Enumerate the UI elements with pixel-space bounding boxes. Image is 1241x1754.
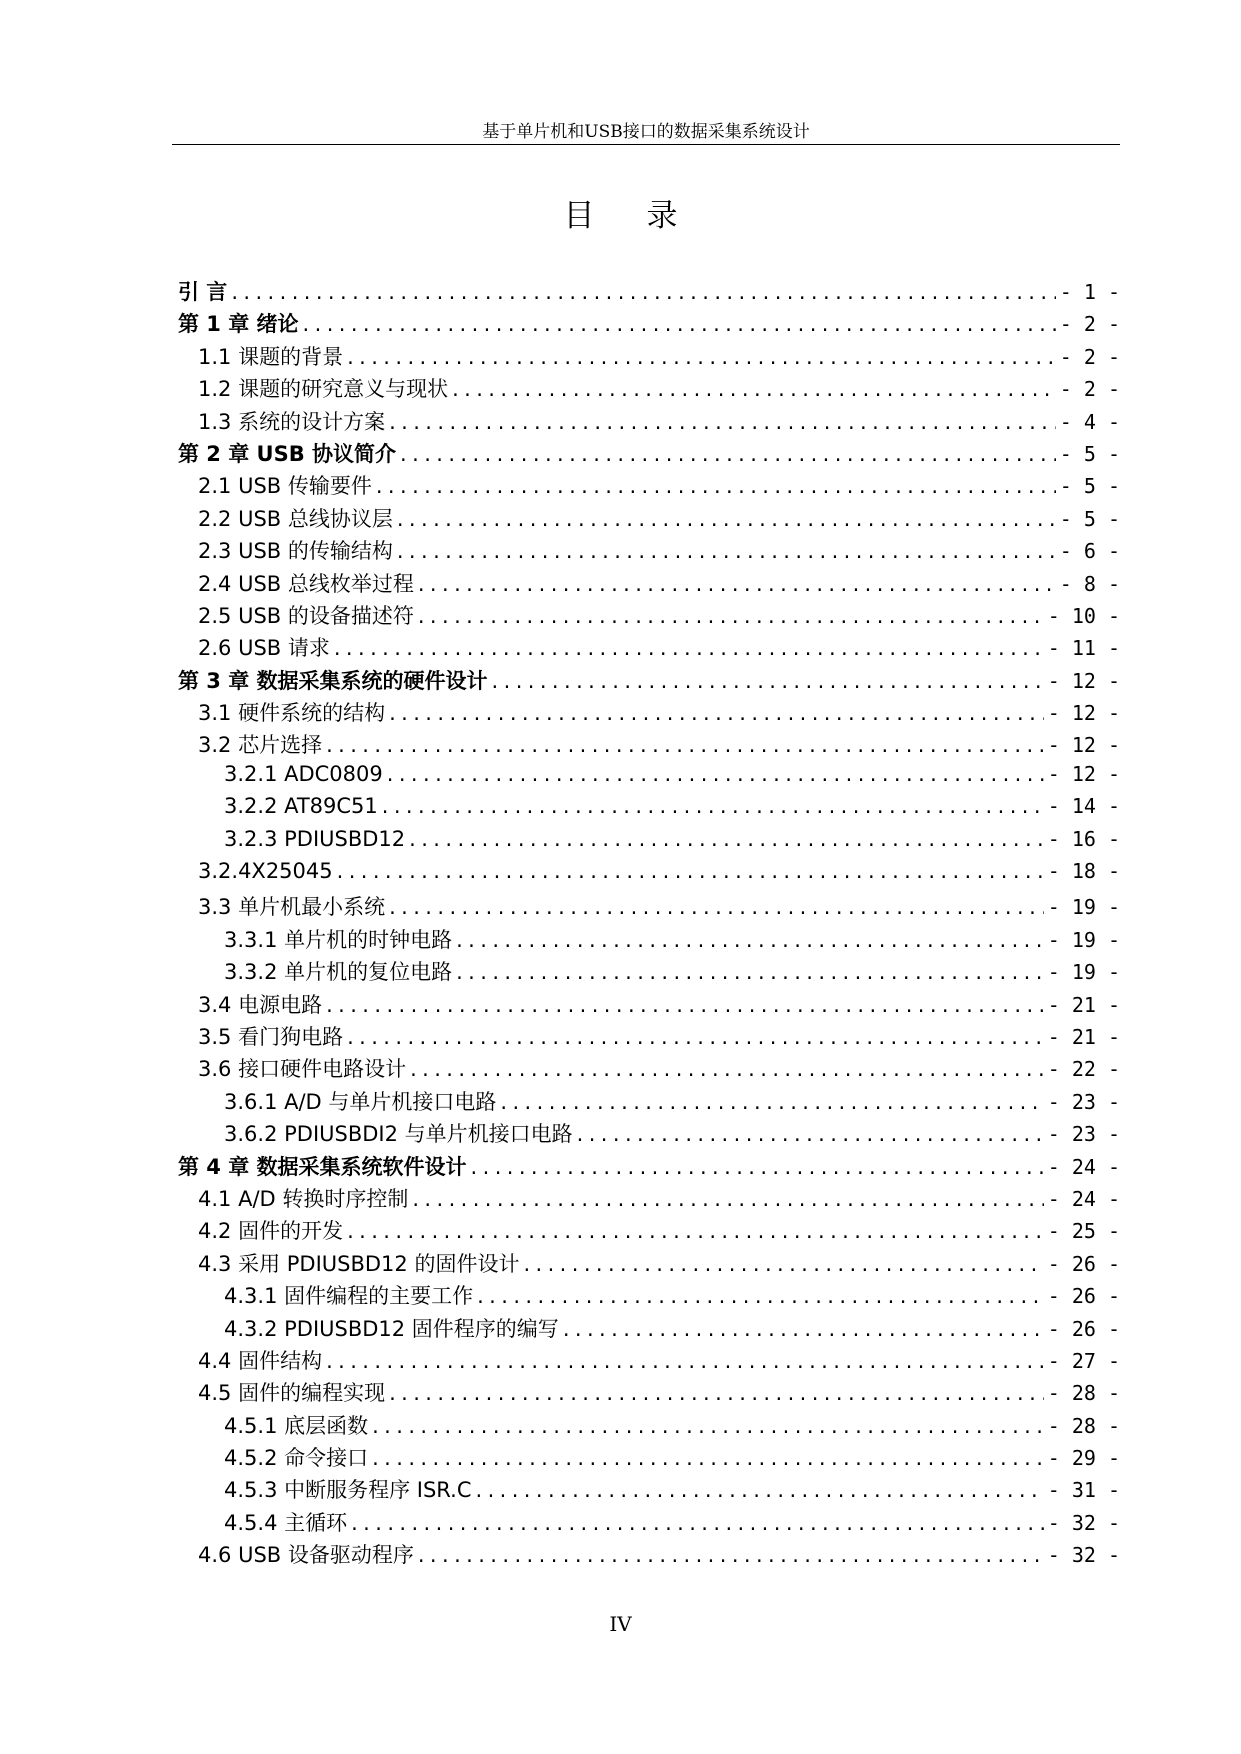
toc-dot-leader	[347, 1219, 1044, 1243]
toc-entry-page: - 2 -	[1059, 377, 1120, 402]
toc-entry[interactable]	[178, 1539, 1120, 1571]
table-of-contents	[178, 276, 1120, 1572]
toc-entry-page: - 10 -	[1047, 603, 1120, 628]
toc-dot-leader	[397, 539, 1056, 563]
toc-dot-leader	[231, 280, 1055, 304]
toc-entry-page: - 23 -	[1047, 1089, 1120, 1114]
toc-entry-page: - 2 -	[1059, 344, 1120, 369]
toc-entry-label: 2.6 USB 请求	[198, 636, 330, 661]
toc-entry-label: 3.6 接口硬件电路设计	[198, 1057, 407, 1082]
toc-entry-label: 4.3 采用 PDIUSBD12 的固件设计	[198, 1251, 520, 1276]
toc-dot-leader	[418, 572, 1056, 596]
toc-entry-label: 3.2.1 ADC0809	[224, 761, 383, 786]
toc-entry-page: - 14 -	[1047, 794, 1120, 819]
toc-dot-leader	[476, 1478, 1044, 1502]
toc-entry-page: - 19 -	[1047, 895, 1120, 920]
toc-entry[interactable]	[178, 600, 1120, 632]
toc-entry-label: 4.5.3 中断服务程序 ISR.C	[224, 1478, 472, 1503]
toc-dot-leader	[326, 733, 1044, 757]
toc-dot-leader	[372, 1414, 1044, 1438]
toc-entry-page: - 32 -	[1047, 1510, 1120, 1535]
toc-title: 目录	[563, 198, 730, 234]
toc-dot-leader	[452, 377, 1056, 401]
toc-entry-label: 3.3 单片机最小系统	[198, 895, 386, 920]
toc-entry-label: 4.4 固件结构	[198, 1348, 323, 1373]
toc-entry-label: 4.1 A/D 转换时序控制	[198, 1186, 409, 1211]
toc-entry-page: - 5 -	[1059, 441, 1120, 466]
toc-entry-label: 3.5 看门狗电路	[198, 1024, 344, 1049]
toc-entry[interactable]	[178, 729, 1120, 761]
toc-entry[interactable]	[178, 1183, 1120, 1215]
toc-entry[interactable]	[178, 1215, 1120, 1247]
toc-entry-label: 1.3 系统的设计方案	[198, 409, 386, 434]
toc-entry[interactable]	[178, 1151, 1120, 1183]
toc-dot-leader	[389, 1381, 1044, 1405]
toc-entry-page: - 11 -	[1047, 636, 1120, 661]
toc-entry-label: 2.1 USB 传输要件	[198, 474, 372, 499]
toc-entry-label: 3.2 芯片选择	[198, 733, 323, 758]
toc-entry[interactable]	[178, 1021, 1120, 1053]
toc-entry-page: - 28 -	[1047, 1413, 1120, 1438]
toc-entry-page: - 19 -	[1047, 960, 1120, 985]
toc-dot-leader	[477, 1284, 1044, 1308]
toc-entry-page: - 24 -	[1047, 1186, 1120, 1211]
toc-entry-label: 4.5 固件的编程实现	[198, 1381, 386, 1406]
toc-entry-page: - 6 -	[1059, 539, 1120, 564]
toc-entry-label: 2.5 USB 的设备描述符	[198, 603, 414, 628]
toc-dot-leader	[500, 1090, 1043, 1114]
toc-entry-page: - 26 -	[1047, 1251, 1120, 1276]
toc-dot-leader	[389, 410, 1056, 434]
toc-dot-leader	[382, 794, 1044, 818]
toc-dot-leader	[389, 701, 1044, 725]
toc-entry-label: 3.1 硬件系统的结构	[198, 701, 386, 726]
toc-entry[interactable]	[178, 859, 1120, 891]
page-number: IV	[609, 1612, 632, 1636]
toc-entry[interactable]	[178, 989, 1120, 1021]
toc-entry-label: 4.5.1 底层函数	[224, 1413, 369, 1438]
toc-entry-label: 3.2.4X25045	[198, 859, 333, 884]
toc-entry-page: - 25 -	[1047, 1219, 1120, 1244]
toc-entry-label: 第 3 章 数据采集系统的硬件设计	[178, 668, 488, 693]
toc-entry-label: 3.4 电源电路	[198, 992, 323, 1017]
toc-entry[interactable]	[178, 1377, 1120, 1409]
toc-entry-label: 3.3.1 单片机的时钟电路	[224, 927, 453, 952]
toc-dot-leader	[337, 859, 1044, 883]
toc-entry[interactable]	[178, 762, 1120, 794]
toc-entry-label: 3.2.2 AT89C51	[224, 794, 378, 819]
toc-entry-page: - 2 -	[1059, 312, 1120, 337]
toc-dot-leader	[347, 345, 1056, 369]
toc-entry-label: 第 2 章 USB 协议简介	[178, 441, 397, 466]
toc-entry[interactable]	[178, 373, 1120, 405]
toc-entry[interactable]	[178, 503, 1120, 535]
toc-dot-leader	[456, 960, 1044, 984]
toc-entry[interactable]	[178, 924, 1120, 956]
toc-dot-leader	[492, 669, 1044, 693]
toc-entry[interactable]	[178, 438, 1120, 470]
toc-dot-leader	[410, 1057, 1044, 1081]
toc-entry-page: - 21 -	[1047, 1024, 1120, 1049]
toc-entry-label: 4.3.2 PDIUSBD12 固件程序的编写	[224, 1316, 559, 1341]
toc-entry[interactable]	[178, 1118, 1120, 1150]
toc-entry-page: - 12 -	[1047, 701, 1120, 726]
header-rule	[172, 144, 1120, 145]
toc-entry[interactable]	[178, 1345, 1120, 1377]
toc-entry-label: 4.3.1 固件编程的主要工作	[224, 1284, 474, 1309]
toc-entry[interactable]	[178, 1053, 1120, 1085]
toc-dot-leader	[471, 1155, 1044, 1179]
toc-dot-leader	[409, 827, 1044, 851]
toc-entry[interactable]	[178, 1313, 1120, 1345]
toc-entry-page: - 19 -	[1047, 927, 1120, 952]
toc-entry-page: - 1 -	[1059, 280, 1120, 304]
toc-entry-page: - 24 -	[1047, 1154, 1120, 1179]
toc-entry-label: 引 言	[178, 280, 228, 304]
toc-entry[interactable]	[178, 1086, 1120, 1118]
toc-entry-page: - 12 -	[1047, 761, 1120, 786]
toc-dot-leader	[577, 1122, 1044, 1146]
toc-dot-leader	[334, 636, 1044, 660]
toc-entry-page: - 31 -	[1047, 1478, 1120, 1503]
toc-entry-label: 1.1 课题的背景	[198, 344, 344, 369]
toc-entry[interactable]	[178, 1507, 1120, 1539]
toc-entry-label: 3.6.2 PDIUSBDI2 与单片机接口电路	[224, 1122, 573, 1147]
toc-entry-label: 4.6 USB 设备驱动程序	[198, 1543, 414, 1568]
toc-entry-page: - 29 -	[1047, 1446, 1120, 1471]
toc-entry-label: 3.6.1 A/D 与单片机接口电路	[224, 1089, 497, 1114]
toc-entry[interactable]	[178, 470, 1120, 502]
toc-entry-page: - 28 -	[1047, 1381, 1120, 1406]
toc-dot-leader	[418, 604, 1044, 628]
toc-entry-page: - 32 -	[1047, 1543, 1120, 1568]
toc-entry[interactable]	[178, 341, 1120, 373]
toc-entry[interactable]	[178, 891, 1120, 923]
toc-entry-page: - 12 -	[1047, 733, 1120, 758]
toc-entry-page: - 26 -	[1047, 1316, 1120, 1341]
toc-dot-leader	[418, 1543, 1044, 1567]
toc-entry-label: 3.3.2 单片机的复位电路	[224, 960, 453, 985]
running-header: 基于单片机和USB接口的数据采集系统设计	[482, 122, 810, 142]
toc-entry-label: 2.2 USB 总线协议层	[198, 506, 393, 531]
toc-dot-leader	[387, 762, 1044, 786]
toc-entry-label: 第 4 章 数据采集系统软件设计	[178, 1154, 467, 1179]
toc-entry[interactable]	[178, 632, 1120, 664]
toc-entry[interactable]	[178, 827, 1120, 859]
toc-entry-label: 4.2 固件的开发	[198, 1219, 344, 1244]
toc-dot-leader	[372, 1446, 1044, 1470]
toc-dot-leader	[376, 474, 1056, 498]
toc-entry-page: - 8 -	[1059, 571, 1120, 596]
toc-entry-page: - 18 -	[1047, 859, 1120, 884]
toc-entry-label: 4.5.2 命令接口	[224, 1446, 369, 1471]
toc-dot-leader	[389, 895, 1044, 919]
toc-dot-leader	[412, 1187, 1043, 1211]
toc-entry-page: - 26 -	[1047, 1284, 1120, 1309]
toc-entry[interactable]	[178, 276, 1120, 308]
toc-dot-leader	[326, 1349, 1044, 1373]
toc-entry[interactable]	[178, 406, 1120, 438]
toc-entry[interactable]	[178, 665, 1120, 697]
toc-entry-page: - 23 -	[1047, 1122, 1120, 1147]
toc-entry-page: - 22 -	[1047, 1057, 1120, 1082]
toc-entry[interactable]	[178, 1442, 1120, 1474]
toc-entry-label: 2.4 USB 总线枚举过程	[198, 571, 414, 596]
toc-entry-label: 4.5.4 主循环	[224, 1510, 348, 1535]
toc-entry[interactable]	[178, 1248, 1120, 1280]
toc-entry[interactable]	[178, 794, 1120, 826]
toc-entry[interactable]	[178, 697, 1120, 729]
toc-entry[interactable]	[178, 1280, 1120, 1312]
toc-entry-page: - 27 -	[1047, 1348, 1120, 1373]
toc-entry[interactable]	[178, 956, 1120, 988]
toc-entry-page: - 5 -	[1059, 474, 1120, 499]
toc-dot-leader	[397, 507, 1056, 531]
toc-entry[interactable]	[178, 308, 1120, 340]
toc-entry-page: - 16 -	[1047, 826, 1120, 851]
toc-entry[interactable]	[178, 1410, 1120, 1442]
toc-entry-page: - 12 -	[1047, 668, 1120, 693]
toc-entry-label: 2.3 USB 的传输结构	[198, 539, 393, 564]
toc-entry[interactable]	[178, 568, 1120, 600]
toc-dot-leader	[400, 442, 1056, 466]
toc-entry-label: 1.2 课题的研究意义与现状	[198, 377, 449, 402]
toc-entry-label: 3.2.3 PDIUSBD12	[224, 826, 406, 851]
toc-dot-leader	[563, 1317, 1044, 1341]
toc-entry-page: - 21 -	[1047, 992, 1120, 1017]
toc-entry-page: - 4 -	[1059, 409, 1120, 434]
toc-dot-leader	[347, 1025, 1044, 1049]
toc-dot-leader	[456, 928, 1044, 952]
toc-entry-label: 第 1 章 绪论	[178, 312, 299, 337]
toc-entry-page: - 5 -	[1059, 506, 1120, 531]
toc-dot-leader	[326, 993, 1044, 1017]
toc-dot-leader	[303, 312, 1056, 336]
toc-entry[interactable]	[178, 1474, 1120, 1506]
toc-dot-leader	[351, 1511, 1044, 1535]
toc-dot-leader	[523, 1252, 1043, 1276]
toc-entry[interactable]	[178, 535, 1120, 567]
